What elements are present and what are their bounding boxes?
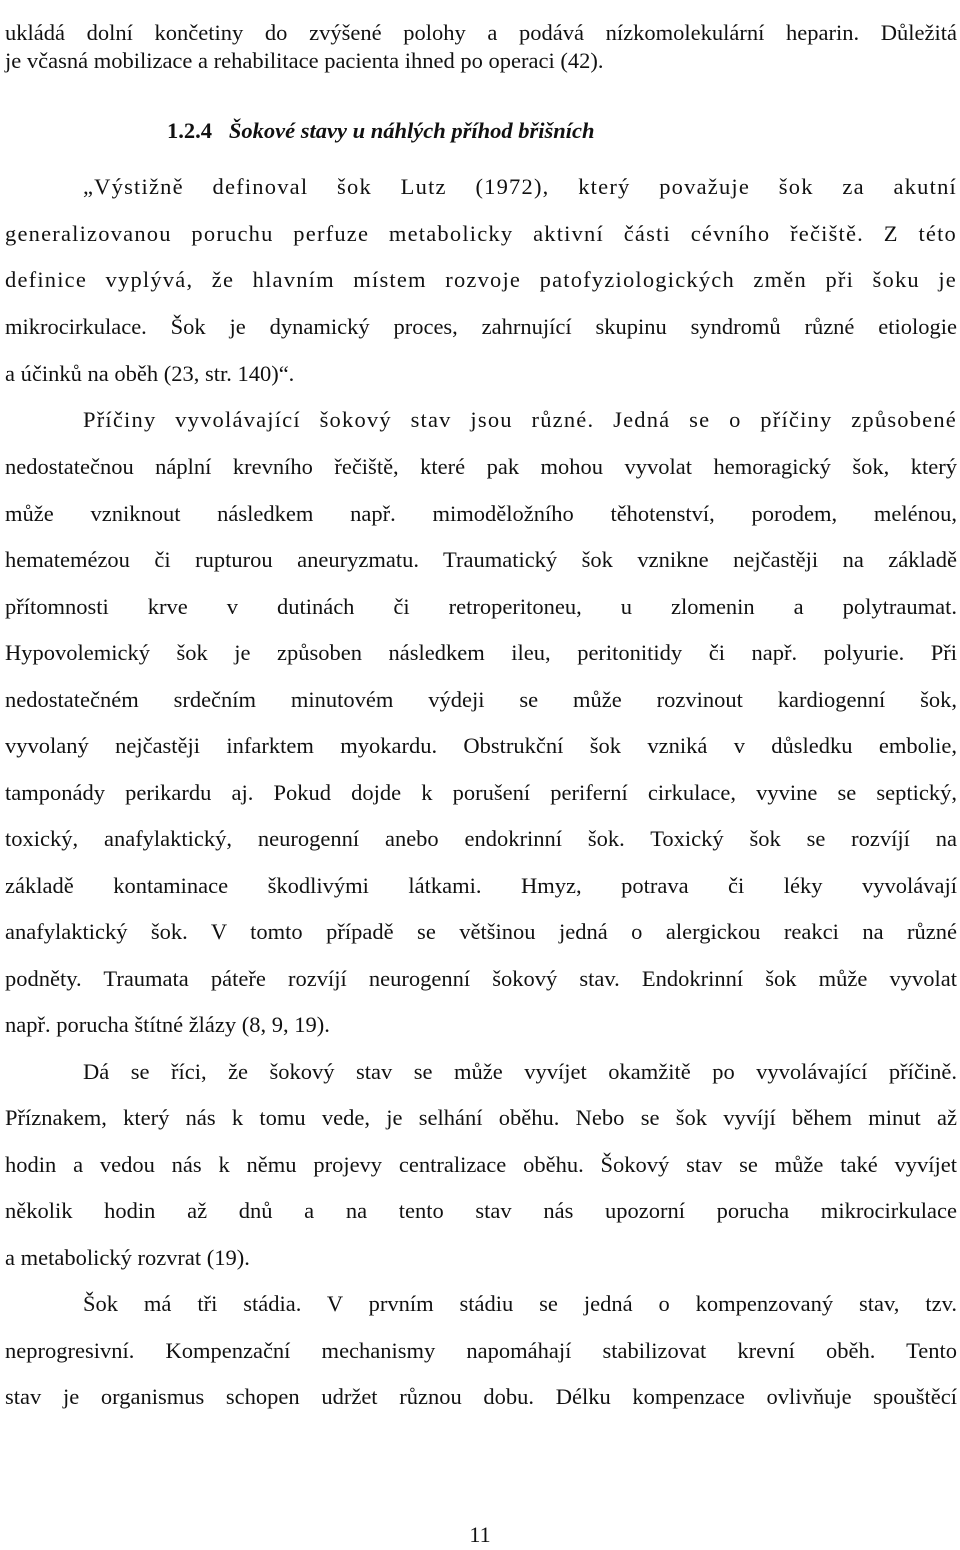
text-line: anafylaktický šok. V tomto případě se většinou jedná o alergickou reakci na různé (5, 919, 957, 944)
text-line: toxický, anafylaktický, neurogenní anebo endokrinní šok. Toxický šok se rozvíjí na (5, 826, 957, 851)
text-line: může vzniknout následkem např. mimoděložního těhotenství, porodem, melénou, (5, 501, 957, 526)
text-line: nedostatečném srdečním minutovém výdeji se může rozvinout kardiogenní šok, (5, 687, 957, 712)
text-line: hematemézou či rupturou aneuryzmatu. Traumatický šok vznikne nejčastěji na základě (5, 547, 957, 572)
text-line: vyvolaný nejčastěji infarktem myokardu. Obstrukční šok vzniká v důsledku embolie, (5, 733, 957, 758)
text-line: stav je organismus schopen udržet různou dobu. Délku kompenzace ovlivňuje spouštěcí (5, 1384, 957, 1409)
text-line: a metabolický rozvrat (19). (5, 1245, 250, 1270)
text-line: neprogresivní. Kompenzační mechanismy napomáhají stabilizovat krevní oběh. Tento (5, 1338, 957, 1363)
text-line: je včasná mobilizace a rehabilitace pacienta ihned po operaci (42). (5, 48, 604, 73)
text-line: základě kontaminace škodlivými látkami. Hmyz, potrava či léky vyvolávají (5, 873, 957, 898)
text-line: definice vyplývá, že hlavním místem rozvoje patofyziologických změn při šoku je (5, 267, 957, 292)
text-line: přítomnosti krve v dutinách či retroperitoneu, u zlomenin a polytraumat. (5, 594, 957, 619)
text-line: Příznakem, který nás k tomu vede, je selhání oběhu. Nebo se šok vyvíjí během minut až (5, 1105, 957, 1130)
page-number: 11 (469, 1522, 491, 1547)
text-line: nedostatečnou náplní krevního řečiště, které pak mohou vyvolat hemoragický šok, který (5, 454, 957, 479)
section-heading (167, 114, 595, 148)
section-title: Šokové stavy u náhlých příhod břišních (228, 118, 595, 143)
text-line: generalizovanou poruchu perfuze metabolicky aktivní části cévního řečiště. Z této (5, 221, 957, 246)
text-line: tamponády perikardu aj. Pokud dojde k porušení periferní cirkulace, vyvine se septický, (5, 780, 957, 805)
text-line: hodin a vedou nás k němu projevy centralizace oběhu. Šokový stav se může také vyvíjet (5, 1152, 957, 1177)
section-number: 1.2.4 (167, 118, 212, 143)
text-line: Šok má tři stádia. V prvním stádiu se jedná o kompenzovaný stav, tzv. (83, 1291, 957, 1316)
text-line: a účinků na oběh (23, str. 140)“. (5, 361, 295, 386)
text-line: např. porucha štítné žlázy (8, 9, 19). (5, 1012, 330, 1037)
text-line: několik hodin až dnů a na tento stav nás upozorní porucha mikrocirkulace (5, 1198, 957, 1223)
text-line: podněty. Traumata páteře rozvíjí neurogenní šokový stav. Endokrinní šok může vyvolat (5, 966, 957, 991)
text-line: „Výstižně definoval šok Lutz (1972), který považuje šok za akutní (83, 174, 957, 199)
text-line: Příčiny vyvolávající šokový stav jsou různé. Jedná se o příčiny způsobené (83, 407, 957, 432)
text-line: Dá se říci, že šokový stav se může vyvíjet okamžitě po vyvolávající příčině. (83, 1059, 957, 1084)
text-line: Hypovolemický šok je způsoben následkem ileu, peritonitidy či např. polyurie. Při (5, 640, 957, 665)
text-line: mikrocirkulace. Šok je dynamický proces, zahrnující skupinu syndromů různé etiologie (5, 314, 957, 339)
text-line: ukládá dolní končetiny do zvýšené polohy a podává nízkomolekulární heparin. Důležitá (5, 20, 957, 45)
